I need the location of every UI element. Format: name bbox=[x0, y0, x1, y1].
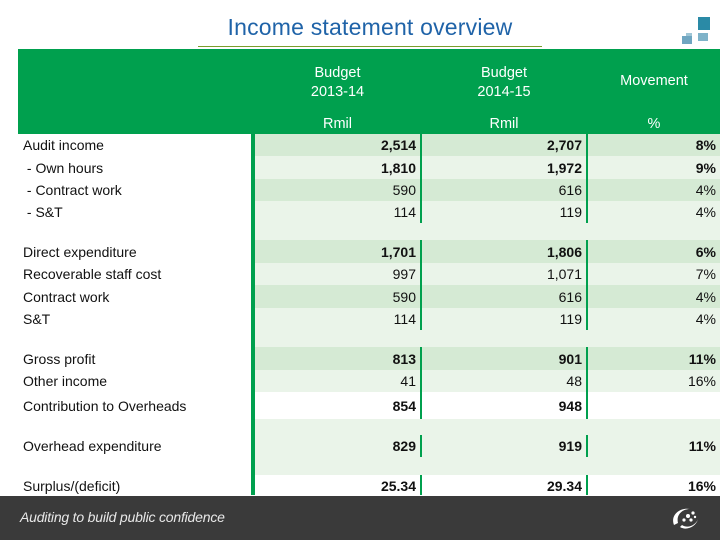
value-movement: 4% bbox=[588, 308, 720, 330]
spacer-row bbox=[255, 223, 720, 240]
table-row bbox=[18, 179, 720, 201]
value-2014-15: 948 bbox=[422, 392, 586, 419]
value-2013-14: 854 bbox=[255, 392, 420, 419]
value-2013-14: 25.34 bbox=[255, 475, 420, 496]
table-row bbox=[18, 308, 720, 330]
value-2014-15: 1,806 bbox=[422, 240, 586, 263]
table-row bbox=[18, 347, 720, 370]
value-movement: 4% bbox=[588, 201, 720, 223]
value-2014-15: 119 bbox=[422, 201, 586, 223]
spacer-row bbox=[255, 330, 720, 347]
table-row bbox=[18, 263, 720, 285]
header-budget-2014-15 bbox=[422, 64, 586, 102]
row-label: - Contract work bbox=[23, 182, 122, 198]
table-row bbox=[18, 156, 720, 179]
value-2013-14: 1,810 bbox=[255, 156, 420, 179]
header-movement: Movement bbox=[620, 73, 688, 89]
row-label: Other income bbox=[23, 373, 108, 389]
value-2013-14: 114 bbox=[255, 201, 420, 223]
page-title: Income statement overview bbox=[227, 14, 513, 40]
value-2014-15: 919 bbox=[422, 435, 586, 457]
row-label-cell bbox=[18, 308, 251, 330]
value-movement: 11% bbox=[588, 435, 720, 457]
header-budget-2013-14 bbox=[255, 64, 420, 102]
value-2013-14: 590 bbox=[255, 179, 420, 201]
spacer-label-cell bbox=[18, 419, 251, 435]
header-label: 2013-14 bbox=[310, 84, 365, 100]
table-row bbox=[18, 134, 720, 156]
row-label: Surplus/(deficit) bbox=[23, 477, 121, 494]
table-row bbox=[18, 435, 720, 457]
value-movement: 11% bbox=[588, 347, 720, 370]
spacer-label-cell bbox=[18, 457, 251, 475]
header-unit-rmil: Rmil bbox=[489, 116, 519, 132]
value-2014-15: 29.34 bbox=[422, 475, 586, 496]
spacer-row bbox=[255, 457, 720, 475]
value-movement: 16% bbox=[588, 475, 720, 496]
value-2013-14: 2,514 bbox=[255, 134, 420, 156]
value-2013-14: 114 bbox=[255, 308, 420, 330]
row-label: Direct expenditure bbox=[23, 243, 137, 260]
value-2013-14: 997 bbox=[255, 263, 420, 285]
logo-square-icon bbox=[682, 36, 692, 44]
value-movement: 6% bbox=[588, 240, 720, 263]
table-row bbox=[18, 392, 720, 419]
spacer-label-cell bbox=[18, 223, 251, 240]
row-label: - S&T bbox=[23, 204, 63, 220]
value-2013-14: 829 bbox=[255, 435, 420, 457]
value-movement bbox=[588, 392, 720, 419]
value-2013-14: 41 bbox=[255, 370, 420, 392]
header-label: Budget bbox=[481, 65, 527, 81]
value-movement: 7% bbox=[588, 263, 720, 285]
table-row bbox=[18, 201, 720, 223]
value-movement: 8% bbox=[588, 134, 720, 156]
agsa-logo-icon bbox=[668, 501, 702, 533]
header-label: Budget bbox=[314, 65, 361, 81]
value-2014-15: 616 bbox=[422, 285, 586, 308]
title-underline bbox=[198, 46, 542, 47]
value-2013-14: 590 bbox=[255, 285, 420, 308]
footer-bar bbox=[0, 496, 720, 540]
logo-square-icon bbox=[698, 17, 710, 30]
value-2014-15: 2,707 bbox=[422, 134, 586, 156]
spacer-row bbox=[255, 419, 720, 435]
table-row bbox=[18, 370, 720, 392]
value-2013-14: 1,701 bbox=[255, 240, 420, 263]
value-2013-14: 813 bbox=[255, 347, 420, 370]
row-label: Gross profit bbox=[23, 350, 96, 367]
table-row bbox=[18, 285, 720, 308]
header-unit-percent: % bbox=[647, 116, 661, 132]
value-2014-15: 616 bbox=[422, 179, 586, 201]
row-label: S&T bbox=[23, 311, 51, 327]
logo-square-icon bbox=[698, 33, 708, 41]
header-unit-rmil: Rmil bbox=[323, 116, 352, 132]
header-label: 2014-15 bbox=[477, 84, 531, 100]
row-label: Contribution to Overheads bbox=[23, 397, 187, 414]
row-label: Overhead expenditure bbox=[23, 438, 162, 454]
value-2014-15: 901 bbox=[422, 347, 586, 370]
value-2014-15: 1,071 bbox=[422, 263, 586, 285]
value-movement: 4% bbox=[588, 179, 720, 201]
value-2014-15: 1,972 bbox=[422, 156, 586, 179]
table-row bbox=[18, 240, 720, 263]
row-label: Contract work bbox=[23, 288, 110, 305]
footer-tagline: Auditing to build public confidence bbox=[20, 509, 225, 525]
value-movement: 9% bbox=[588, 156, 720, 179]
value-movement: 4% bbox=[588, 285, 720, 308]
value-2014-15: 48 bbox=[422, 370, 586, 392]
value-2014-15: 119 bbox=[422, 308, 586, 330]
row-label: - Own hours bbox=[23, 159, 104, 176]
row-label: Recoverable staff cost bbox=[23, 266, 162, 282]
row-label: Audit income bbox=[23, 137, 104, 153]
table-row bbox=[18, 475, 720, 496]
spacer-label-cell bbox=[18, 330, 251, 347]
value-movement: 16% bbox=[588, 370, 720, 392]
